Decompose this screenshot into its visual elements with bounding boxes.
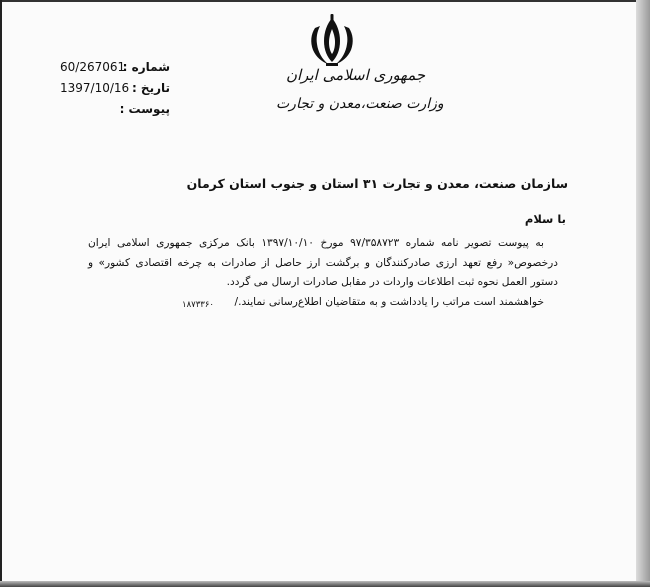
scan-edge-left xyxy=(0,0,2,587)
meta-date-label: تاریخ : xyxy=(131,81,170,95)
body-paragraph-2: خواهشمند است مراتب را یادداشت و به متقاضیان اطلاع‌رسانی نمایند./ xyxy=(234,295,544,308)
letter-body xyxy=(88,234,558,312)
addressee: سازمان صنعت، معدن و تجارت ۳۱ استان و جنوب استان کرمان xyxy=(186,176,568,191)
reference-number: ۱۸۷۳۳۶۰ xyxy=(182,300,214,310)
scan-edge-top xyxy=(0,0,650,2)
meta-date-value: 1397/10/16 xyxy=(60,81,130,95)
meta-number-label: شماره : xyxy=(122,60,170,74)
body-paragraph-1: به پیوست تصویر نامه شماره ۹۷/۳۵۸۷۲۳ مورخ ۱۳۹۷/۱۰/۱۰ بانک مرکزی جمهوری اسلامی ایران درخصوص« رفع تعهد ارزی صادرکنندگان و برگشت ارز حاصل از صادرات به چرخه اقتصادی کشور» و دستور العمل نحوه ثبت اطلاعات واردات در مقابل صادرات ارسال می گردد. xyxy=(88,237,558,288)
meta-attachment-label: پیوست : xyxy=(119,102,170,116)
meta-attachment-row xyxy=(60,100,170,118)
meta-number-value: 60/267061 xyxy=(60,60,126,74)
meta-number-row xyxy=(60,58,170,76)
iran-emblem-icon xyxy=(306,14,358,68)
meta-date-row xyxy=(60,79,170,97)
greeting: با سلام xyxy=(524,212,566,226)
letterhead-ministry-name: وزارت صنعت،معدن و تجارت xyxy=(276,96,444,112)
letterhead-republic-name: جمهوری اسلامی ایران xyxy=(286,66,426,84)
scan-edge-bottom xyxy=(0,581,650,587)
scan-edge-right xyxy=(636,0,650,587)
